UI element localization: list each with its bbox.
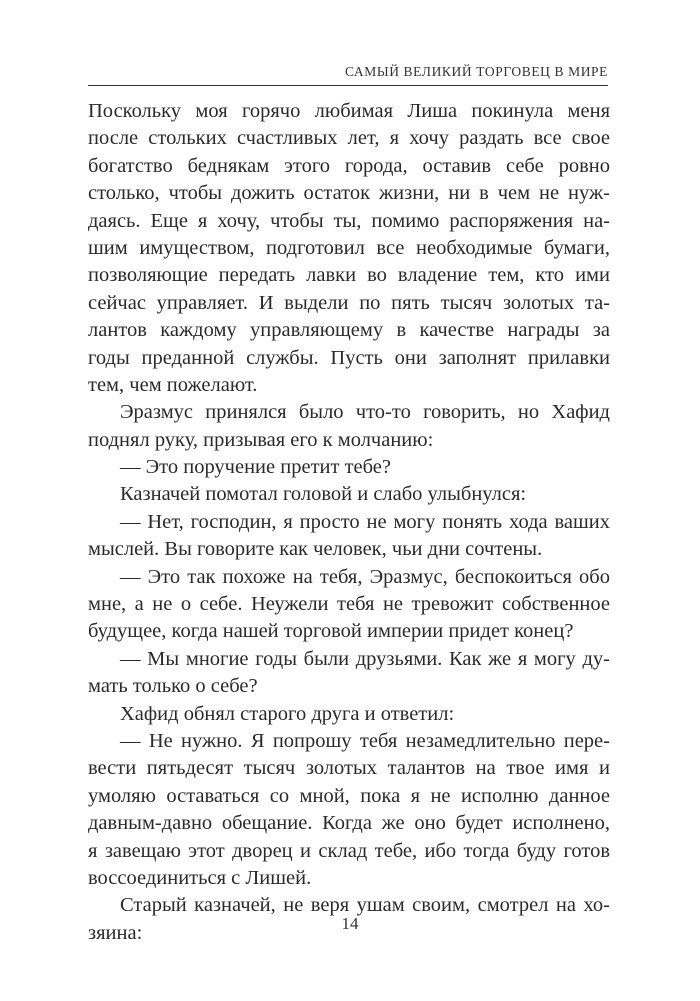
text-line: столько, чтобы дожить остаток жизни, ни в чем не нуж- bbox=[88, 182, 610, 205]
text-line: Хафид обнял старого друга и ответил: bbox=[120, 702, 455, 725]
body-text bbox=[88, 98, 610, 947]
text-line: я завещаю этот дворец и склад тебе, ибо тогда буду готов bbox=[88, 839, 610, 862]
text-line: позволяющие передать лавки во владение тем, кто ими bbox=[88, 264, 610, 287]
text-line: умоляю оставаться со мной, пока я не исполню данное bbox=[88, 784, 610, 807]
text-line: — Это так похоже на тебя, Эразмус, беспокоиться обо bbox=[120, 565, 610, 588]
text-line: мать только о себе? bbox=[88, 675, 258, 698]
page-number: 14 bbox=[341, 914, 359, 933]
text-line: после стольких счастливых лет, я хочу раздать все свое bbox=[88, 127, 610, 150]
text-line: Казначей помотал головой и слабо улыбнулся: bbox=[120, 483, 527, 506]
text-line: — Это поручение претит тебе? bbox=[120, 456, 391, 479]
text-line: тем, чем пожелают. bbox=[88, 373, 258, 396]
text-line: поднял руку, призывая его к молчанию: bbox=[88, 428, 434, 451]
text-line: шим имуществом, подготовил все необходимые бумаги, bbox=[88, 236, 610, 259]
text-line: Поскольку моя горячо любимая Лиша покинула меня bbox=[88, 100, 610, 122]
text-line: даясь. Еще я хочу, чтобы ты, помимо распоряжения на- bbox=[88, 209, 610, 232]
text-line: зяина: bbox=[88, 921, 143, 944]
text-line: Старый казначей, не веря ушам своим, смотрел на хо- bbox=[120, 894, 610, 917]
text-line: годы преданной службы. Пусть они заполнят прилавки bbox=[88, 346, 610, 369]
text-line: воссоединиться с Лишей. bbox=[88, 866, 312, 889]
text-line: — Нет, господин, я просто не могу понять хода ваших bbox=[120, 510, 610, 533]
text-line: — Не нужно. Я попрошу тебя незамедлительно пере- bbox=[120, 729, 610, 752]
text-line: будущее, когда нашей торговой империи придет конец? bbox=[88, 620, 574, 643]
running-head: САМЫЙ ВЕЛИКИЙ ТОРГОВЕЦ В МИРЕ bbox=[344, 64, 608, 79]
text-line: Эразмус принялся было что-то говорить, но Хафид bbox=[120, 401, 610, 424]
text-line: вести пятьдесят тысяч золотых талантов на твое имя и bbox=[88, 757, 610, 780]
header-rule bbox=[88, 85, 608, 86]
text-line: давным-давно обещание. Когда же оно будет исполнено, bbox=[88, 812, 610, 835]
text-line: сейчас управляет. И выдели по пять тысяч золотых та- bbox=[88, 291, 610, 314]
text-line: мне, а не о себе. Неужели тебя не тревожит собственное bbox=[88, 593, 610, 616]
text-line: — Мы многие годы были друзьями. Как же я могу ду- bbox=[120, 647, 610, 670]
text-line: лантов каждому управляющему в качестве награды за bbox=[88, 319, 610, 342]
text-line: мыслей. Вы говорите как человек, чьи дни сочтены. bbox=[88, 538, 543, 561]
text-line: богатство беднякам этого города, оставив себе ровно bbox=[88, 154, 610, 177]
